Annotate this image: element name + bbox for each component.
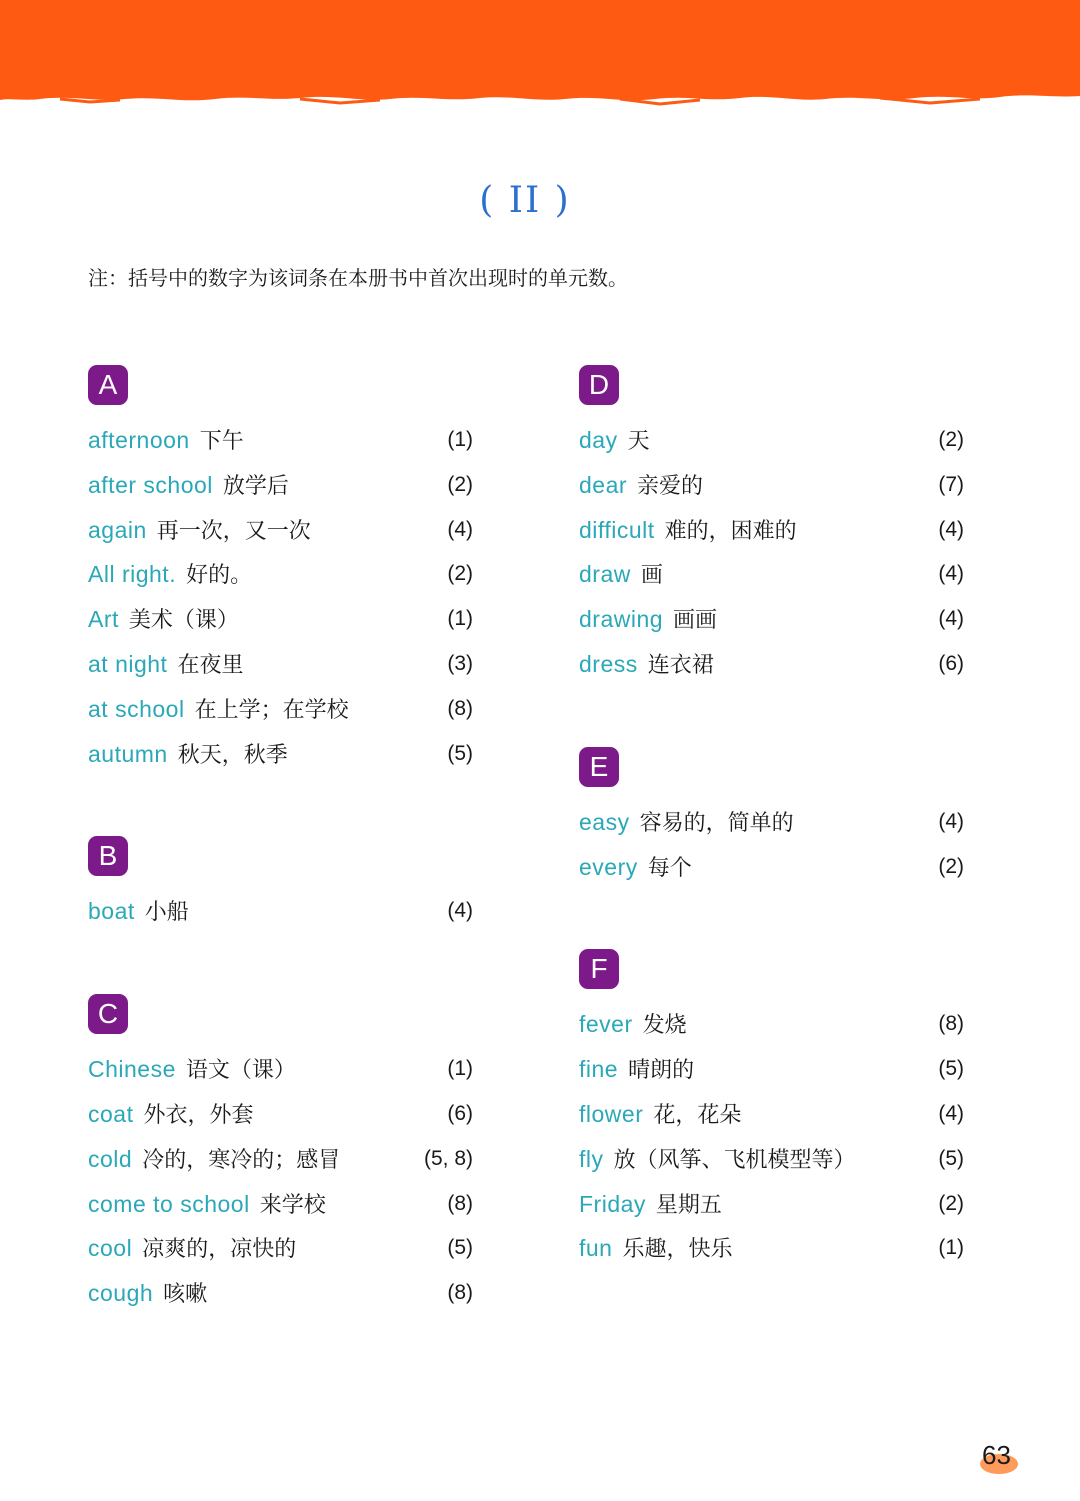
entry-unit: (8): [938, 1012, 964, 1036]
glossary-entry: [579, 552, 964, 597]
entry-word: again: [88, 516, 147, 543]
entry-unit: (5, 8): [423, 1146, 473, 1170]
entry-word: All right.: [88, 561, 177, 588]
entry-unit: (2): [938, 428, 964, 451]
entry-unit: (6): [447, 1101, 473, 1125]
glossary-entry: [88, 463, 473, 508]
letter-group-b: [88, 836, 473, 934]
glossary-entry: [88, 508, 473, 553]
glossary-entry: [579, 1182, 964, 1227]
entry-unit: (6): [938, 651, 964, 675]
entry-unit: (2): [447, 562, 473, 586]
group-spacer: [579, 889, 964, 949]
entry-meaning: 凉爽的，凉快的: [142, 1237, 297, 1263]
glossary-entry: [579, 1226, 964, 1271]
entry-unit: (4): [938, 1101, 964, 1125]
entry-meaning: 容易的，简单的: [639, 810, 794, 836]
entry-meaning: 天: [627, 429, 650, 454]
entry-meaning: 画画: [673, 608, 718, 634]
glossary-entry: [88, 732, 473, 777]
entry-meaning: 秋天，秋季: [177, 742, 288, 768]
entry-unit: (5): [938, 1146, 964, 1170]
letter-badge: F: [579, 949, 619, 989]
entry-unit: (2): [447, 472, 473, 496]
entry-meaning: 每个: [647, 855, 692, 881]
letter-badge: C: [88, 994, 128, 1034]
entry-unit: (1): [447, 607, 473, 631]
letter-badge: A: [88, 365, 128, 405]
entry-unit: (5): [447, 1236, 473, 1260]
entry-word: Art: [88, 606, 119, 633]
entry-unit: (2): [938, 854, 964, 878]
entry-word: day: [579, 427, 618, 453]
entry-word: at night: [88, 650, 168, 677]
entry-unit: (4): [447, 517, 473, 541]
page-number-text: 63: [982, 1440, 1011, 1470]
glossary-entry: [88, 1092, 473, 1137]
entry-word: draw: [579, 561, 631, 588]
entry-word: easy: [579, 808, 630, 835]
entry-word: come to school: [88, 1190, 250, 1217]
glossary-entry: [579, 508, 964, 553]
entry-unit: (4): [938, 607, 964, 631]
entry-meaning: 乐趣，快乐: [622, 1237, 733, 1263]
entry-unit: (7): [938, 472, 964, 496]
entry-word: difficult: [579, 516, 655, 543]
glossary-entry: [88, 597, 473, 642]
entry-unit: (1): [447, 1057, 473, 1081]
glossary-entry: [88, 1047, 473, 1092]
entry-meaning: 花，花朵: [653, 1102, 742, 1128]
group-spacer: [88, 934, 473, 994]
entry-word: every: [579, 853, 638, 880]
glossary-entry: [579, 1002, 964, 1047]
letter-group-c: [88, 994, 473, 1316]
letter-group-e: [579, 747, 964, 890]
entry-unit: (8): [447, 1281, 473, 1305]
entry-unit: (5): [938, 1057, 964, 1081]
entry-unit: (5): [447, 741, 473, 765]
entry-word: afternoon: [88, 427, 190, 453]
glossary-entry: [579, 642, 964, 687]
group-spacer: [88, 776, 473, 836]
glossary-entry: [88, 642, 473, 687]
entry-meaning: 来学校: [259, 1192, 326, 1218]
entry-word: fever: [579, 1011, 633, 1038]
entry-meaning: 星期五: [655, 1192, 722, 1218]
glossary-entry: [88, 1137, 473, 1182]
entry-word: autumn: [88, 740, 168, 767]
entry-word: drawing: [579, 606, 664, 633]
entry-word: cold: [88, 1145, 133, 1172]
entry-meaning: 难的，困难的: [664, 518, 797, 544]
glossary-entry: [88, 418, 473, 463]
entry-meaning: 发烧: [642, 1013, 687, 1039]
entry-meaning: 在夜里: [177, 652, 244, 678]
entry-unit: (4): [447, 899, 473, 923]
entry-unit: (2): [938, 1191, 964, 1215]
entry-meaning: 放学后: [222, 473, 289, 499]
entry-meaning: 好的。: [186, 563, 253, 589]
entry-unit: (1): [447, 428, 473, 451]
entry-meaning: 画: [640, 563, 663, 589]
entry-meaning: 咳嗽: [163, 1282, 208, 1308]
entry-meaning: 外衣，外套: [143, 1102, 254, 1128]
entry-word: flower: [579, 1100, 644, 1127]
glossary-entry: [88, 1226, 473, 1271]
entry-meaning: 再一次，又一次: [156, 518, 311, 544]
glossary-entry: [579, 1137, 964, 1182]
group-spacer: [579, 687, 964, 747]
entry-word: dress: [579, 650, 638, 677]
letter-badge: D: [579, 365, 619, 405]
entry-meaning: 放（风筝、飞机模型等）: [613, 1147, 856, 1173]
letter-group-f: [579, 949, 964, 1271]
entry-word: fine: [579, 1056, 619, 1083]
entry-word: fun: [579, 1235, 613, 1262]
entry-word: cool: [88, 1235, 133, 1262]
glossary-entry: [579, 1092, 964, 1137]
entry-unit: (1): [938, 1236, 964, 1260]
letter-badge: E: [579, 747, 619, 787]
entry-meaning: 连衣裙: [647, 652, 714, 678]
glossary-entry: [579, 463, 964, 508]
glossary-entry: [579, 800, 964, 845]
glossary-column-right: [579, 365, 964, 1271]
entry-meaning: 在上学；在学校: [194, 697, 349, 723]
entry-word: Friday: [579, 1190, 646, 1217]
entry-meaning: 晴朗的: [628, 1058, 695, 1084]
glossary-entry: [88, 889, 473, 934]
entry-meaning: 冷的，寒冷的；感冒: [142, 1147, 341, 1173]
glossary-column-left: [88, 365, 473, 1316]
section-title: ( II ): [479, 180, 571, 221]
entry-unit: (4): [938, 562, 964, 586]
top-decorative-band: [0, 0, 1080, 112]
glossary-entry: [88, 1271, 473, 1316]
entry-meaning: 美术（课）: [128, 608, 239, 634]
entry-unit: (4): [938, 517, 964, 541]
entry-unit: (4): [938, 809, 964, 833]
glossary-entry: [579, 418, 964, 463]
entry-word: dear: [579, 471, 628, 498]
entry-unit: (8): [447, 1191, 473, 1215]
glossary-entry: [579, 1047, 964, 1092]
entry-word: at school: [88, 695, 185, 722]
entry-meaning: 小船: [144, 900, 189, 926]
entry-meaning: 亲爱的: [637, 473, 704, 499]
entry-unit: (8): [447, 696, 473, 720]
entry-meaning: 语文（课）: [185, 1058, 296, 1084]
letter-group-d: [579, 365, 964, 687]
letter-group-a: [88, 365, 473, 776]
page-number: [980, 1440, 1020, 1476]
glossary-entry: [88, 552, 473, 597]
glossary-entry: [88, 687, 473, 732]
entry-meaning: 下午: [199, 429, 244, 454]
entry-word: coat: [88, 1100, 134, 1127]
entry-word: boat: [88, 898, 135, 925]
glossary-entry: [579, 845, 964, 890]
letter-badge: B: [88, 836, 128, 876]
entry-word: cough: [88, 1280, 154, 1307]
entry-word: fly: [579, 1145, 604, 1172]
glossary-entry: [579, 597, 964, 642]
entry-word: after school: [88, 471, 213, 498]
entry-word: Chinese: [88, 1056, 176, 1083]
entry-unit: (3): [447, 651, 473, 675]
glossary-entry: [88, 1182, 473, 1227]
note-text: 注：括号中的数字为该词条在本册书中首次出现时的单元数。: [88, 266, 628, 290]
